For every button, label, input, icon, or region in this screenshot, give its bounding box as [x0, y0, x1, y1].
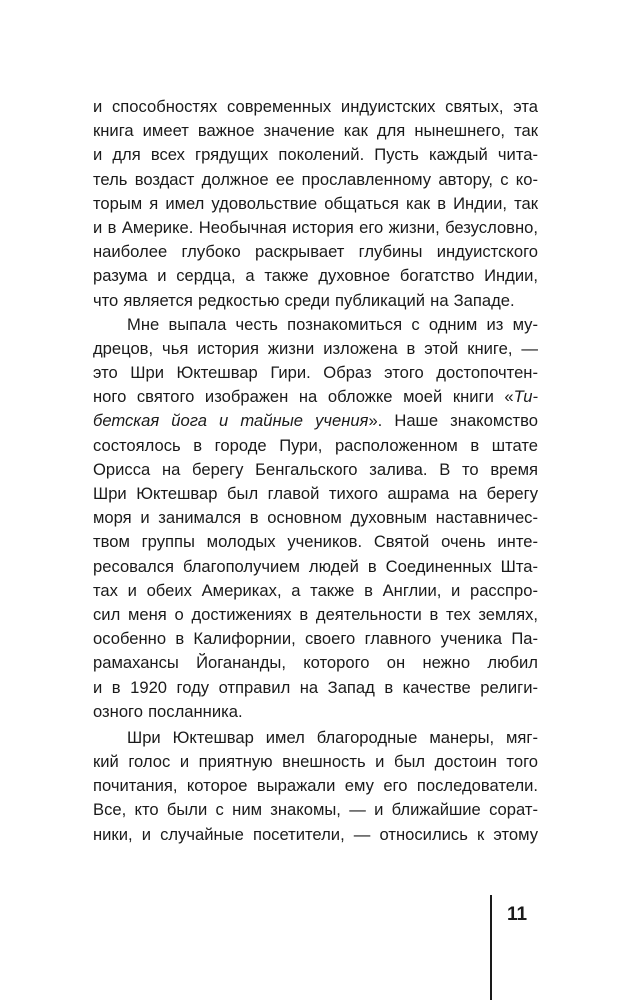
text-line: торым я имел удовольствие общаться как в Индии, так — [93, 193, 538, 213]
page-number: 11 — [507, 904, 528, 925]
text-line: что является редкостью среди публикаций на Западе. — [93, 290, 515, 310]
paragraph-1 — [93, 95, 538, 313]
text-line: наиболее глубоко раскрывает глубины индуистского — [93, 242, 538, 262]
text-line: твом группы молодых учеников. Святой очень инте- — [93, 532, 538, 552]
page-number-rule — [490, 895, 492, 1000]
text-line: и способностях современных индуистских святых, эта — [93, 97, 538, 116]
text-line: Орисса на берегу Бенгальского залива. В то время — [93, 459, 538, 479]
text-line: ники, и случайные посетители, — относились к этому — [93, 824, 538, 844]
text-line: почитания, которое выражали ему его последователи. — [93, 776, 538, 796]
text-line: тель воздаст должное ее прославленному автору, с ко- — [93, 169, 538, 189]
paragraph-2 — [93, 313, 538, 724]
page-body-text — [93, 95, 538, 847]
book-title-italic: Ти- — [513, 387, 538, 407]
text-line — [93, 409, 538, 433]
text-line: рамахансы Йогананды, которого он нежно любил — [93, 653, 538, 673]
text-line: Шри Юктешвар имел благородные манеры, мяг- — [127, 727, 538, 747]
book-title-italic: бетская йога и тайные учения — [93, 411, 369, 431]
text-line: кий голос и приятную внешность и был достоин того — [93, 752, 538, 772]
text-segment: ного святого изображен на обложке моей книги « — [93, 387, 514, 407]
text-line: и в Америке. Необычная история его жизни, безусловно, — [93, 217, 538, 237]
text-line: ресовался благополучием людей в Соединенных Шта- — [93, 556, 538, 576]
paragraph-3 — [93, 726, 538, 847]
text-line: сил меня о достижениях в деятельности в тех землях, — [93, 604, 538, 624]
text-segment: ». Наше знакомство — [368, 411, 539, 431]
text-line: особенно в Калифорнии, своего главного ученика Па- — [93, 629, 538, 649]
text-line: Все, кто были с ним знакомы, — и ближайшие сорат- — [93, 800, 538, 820]
text-line: озного посланника. — [93, 701, 243, 721]
text-line: это Шри Юктешвар Гири. Образ этого достопочтен- — [93, 363, 538, 383]
text-line: книга имеет важное значение как для нынешнего, так — [93, 121, 538, 141]
text-line: разума и сердца, а также духовное богатство Индии, — [93, 266, 538, 286]
text-line: и в 1920 году отправил на Запад в качестве религи- — [93, 677, 538, 697]
text-line: моря и занимался в основном духовным наставничес- — [93, 508, 538, 528]
text-line: Шри Юктешвар был главой тихого ашрама на берегу — [93, 484, 538, 503]
text-line — [93, 385, 538, 409]
text-line: состоялось в городе Пури, расположенном в штате — [93, 435, 538, 455]
text-line: тах и обеих Америках, а также в Англии, и расспро- — [93, 580, 538, 600]
text-line: и для всех грядущих поколений. Пусть каждый чита- — [93, 145, 538, 165]
text-line: дрецов, чья история жизни изложена в этой книге, — — [93, 338, 538, 358]
text-line: Мне выпала честь познакомиться с одним из му- — [127, 314, 538, 334]
